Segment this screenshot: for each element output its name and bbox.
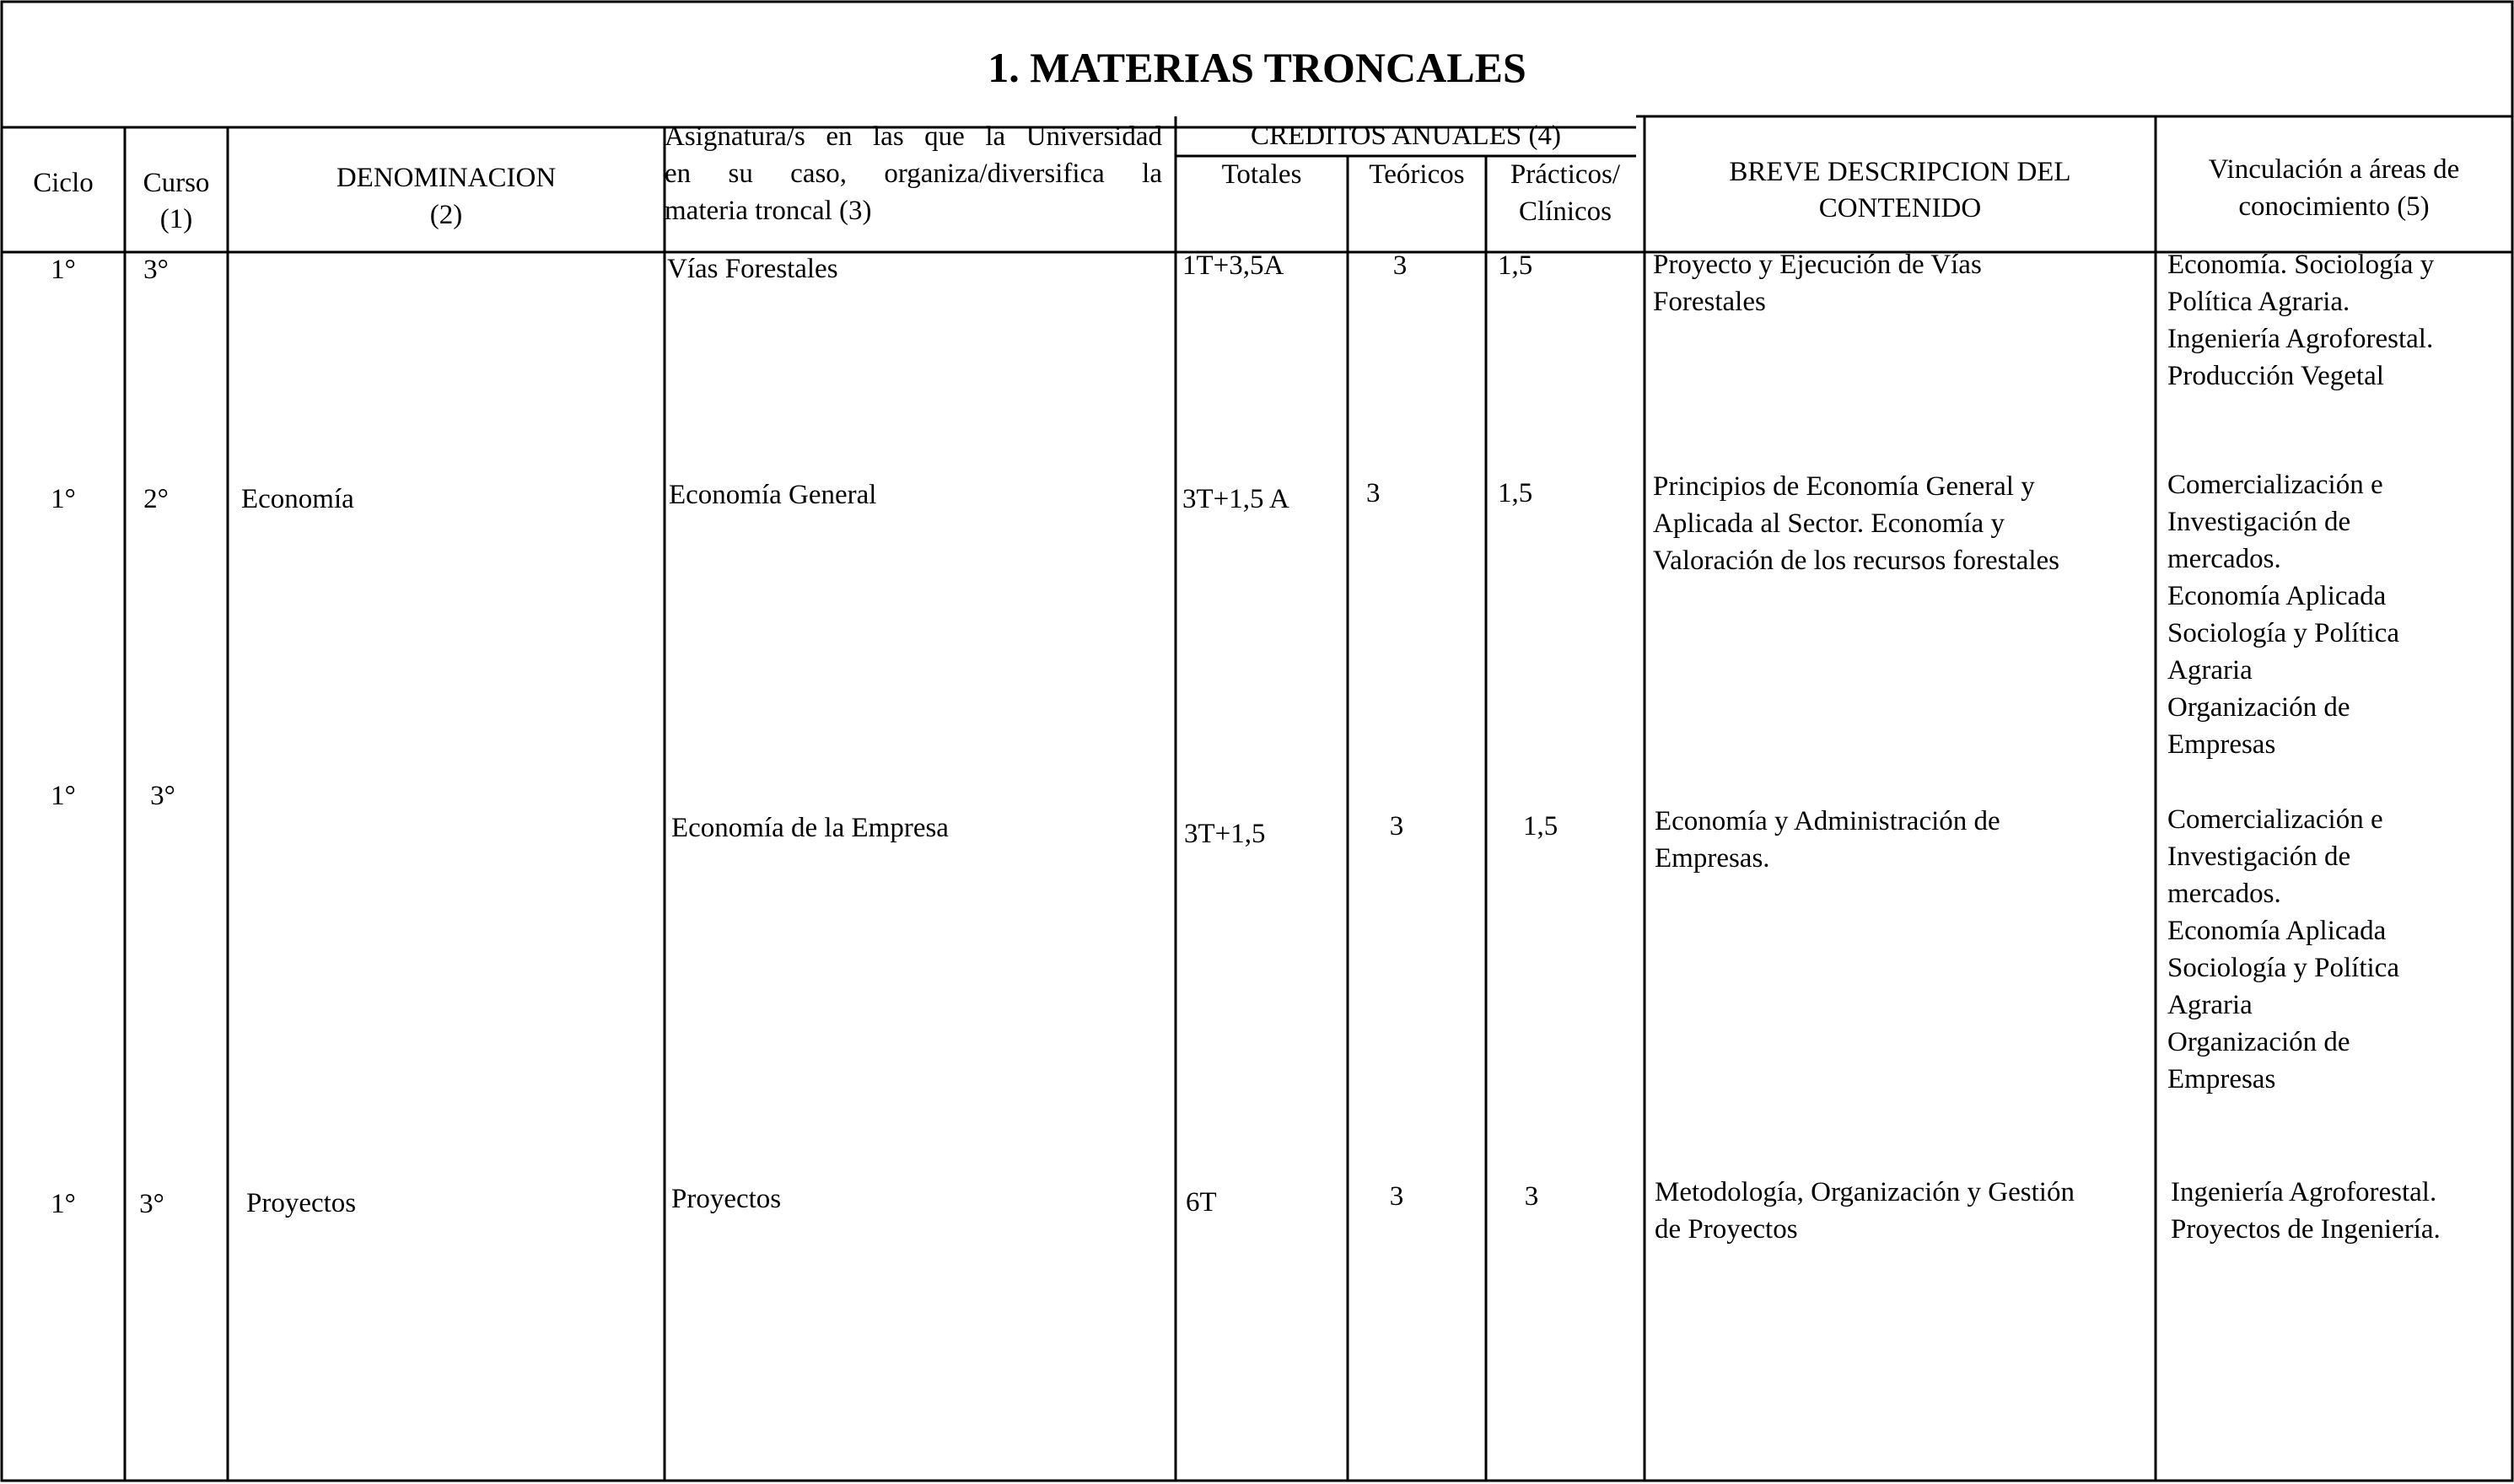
row2-curso: 2° [143,484,169,514]
row2-descripcion: Principios de Economía General y Aplicada al Sector. Economía y Valoración de los recursos forestales [1653,471,2059,576]
row4-asignatura: Proyectos [671,1184,782,1214]
header-asignatura-line1: Asignatura/s en las que la Universidad [665,121,1162,152]
header-breve-line2: CONTENIDO [1818,193,1982,223]
header-breve-line1: BREVE DESCRIPCION DEL [1729,157,2071,187]
page-title: 1. MATERIAS TRONCALES [988,44,1526,91]
row1-curso: 3° [143,255,169,285]
row3-ciclo: 1° [51,781,76,811]
row3-teoricos: 3 [1389,811,1404,841]
row1-practicos: 1,5 [1498,250,1533,281]
header-practicos-line1: Prácticos/ [1510,159,1621,190]
row4-curso: 3° [139,1189,164,1219]
row3-vinculacion: Comercialización e Investigación de mercados. Economía Aplicada Sociología y Política Agraria Organización de Empresas [2167,804,2399,1094]
row4-descripcion: Metodología, Organización y Gestión de Proyectos [1655,1177,2075,1245]
row4-ciclo: 1° [51,1189,76,1219]
header-ciclo: Ciclo [33,168,94,198]
row2-ciclo: 1° [51,484,76,514]
header-creditos: CREDITOS ANUALES (4) [1251,121,1561,151]
row1-totales: 1T+3,5A [1182,250,1284,281]
row3-asignatura: Economía de la Empresa [671,813,949,843]
header-vinculacion-line2: conocimiento (5) [2238,191,2430,222]
row4-denominacion: Proyectos [246,1188,357,1218]
row1-ciclo: 1° [51,255,76,285]
row1-vinculacion: Economía. Sociología y Política Agraria. Ingeniería Agroforestal. Producción Vegetal [2167,250,2435,391]
header-asignatura [665,118,1162,229]
row2-teoricos: 3 [1366,478,1381,508]
row4-totales: 6T [1186,1187,1217,1218]
row2-totales: 3T+1,5 A [1182,484,1289,514]
header-curso-note: (1) [159,204,193,234]
header-asignatura-line3: materia troncal (3) [665,196,872,226]
row2-asignatura: Economía General [669,480,877,510]
row3-curso: 3° [150,781,175,811]
header-curso: Curso [143,168,210,198]
row2-vinculacion: Comercialización e Investigación de mercados. Economía Aplicada Sociología y Política Agraria Organización de Empresas [2167,470,2399,760]
row1-teoricos: 3 [1392,250,1408,281]
header-denominacion-note: (2) [429,200,463,230]
row3-totales: 3T+1,5 [1184,819,1266,849]
row4-teoricos: 3 [1389,1181,1404,1212]
row1-asignatura: Vías Forestales [667,254,838,284]
row2-denominacion: Economía [241,484,354,514]
row3-practicos: 1,5 [1523,811,1558,841]
row3-descripcion: Economía y Administración de Empresas. [1655,806,2000,874]
row1-descripcion: Proyecto y Ejecución de Vías Forestales [1653,250,1982,317]
header-vinculacion-line1: Vinculación a áreas de [2208,154,2460,185]
header-totales: Totales [1221,159,1302,190]
row4-vinculacion: Ingeniería Agroforestal. Proyectos de Ingeniería. [2171,1177,2441,1245]
row4-practicos: 3 [1524,1181,1539,1212]
row2-practicos: 1,5 [1498,478,1533,508]
header-asignatura-line2: en su caso, organiza/diversifica la [665,159,1162,189]
header-teoricos: Teóricos [1369,159,1465,190]
header-practicos-line2: Clínicos [1518,196,1612,227]
header-denominacion: DENOMINACION [336,163,557,193]
